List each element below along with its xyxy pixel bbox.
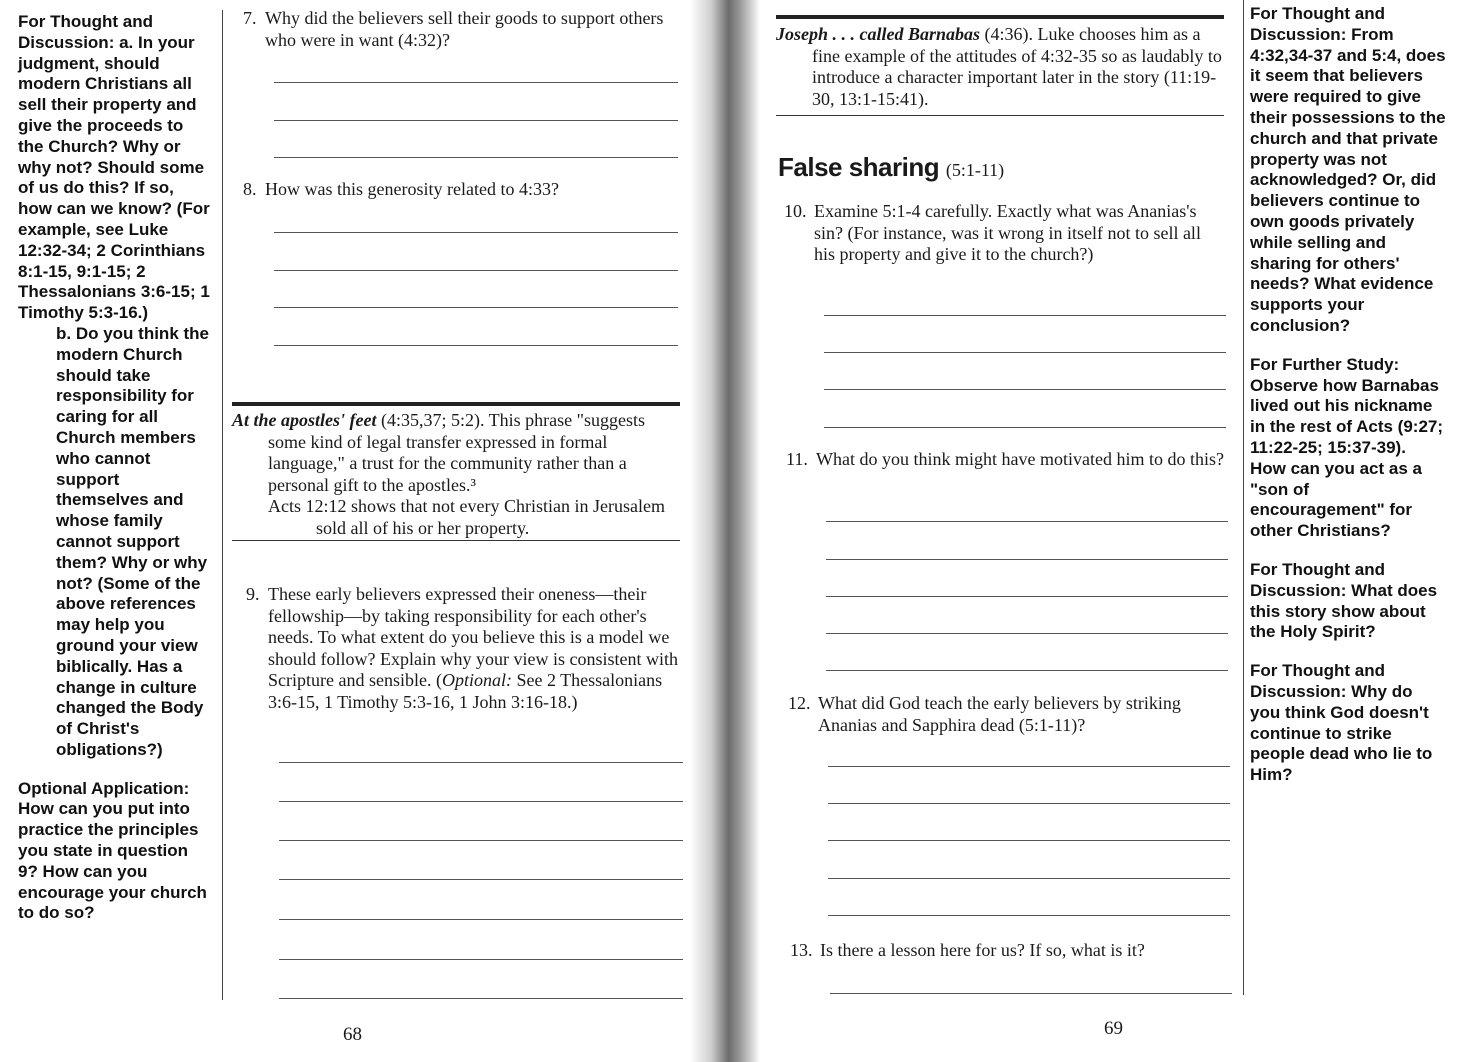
- question-8: [243, 179, 683, 201]
- answer-line: [279, 762, 683, 763]
- note-term: At the apostles' feet: [232, 410, 377, 430]
- answer-line: [826, 521, 1228, 522]
- answer-line: [274, 307, 678, 308]
- question-text: Examine 5:1-4 carefully. Exactly what was Ananias's sin? (For instance, was it wrong in itself not to sell all his property and give it to the church?): [814, 201, 1201, 264]
- answer-line: [274, 82, 678, 83]
- right-sidebar-block-3: [1250, 560, 1446, 643]
- answer-line: [279, 801, 683, 802]
- answer-line: [274, 345, 678, 346]
- left-sidebar: [18, 12, 210, 942]
- question-9: [246, 584, 682, 713]
- sidebar-text: What does this story show about the Holy Spirit?: [1250, 580, 1438, 642]
- answer-line: [824, 389, 1226, 390]
- note-ref: (4:36).: [984, 24, 1034, 44]
- question-number: 8.: [243, 179, 257, 199]
- question-text: What did God teach the early believers by striking Ananias and Sapphira dead (5:1-11)?: [818, 693, 1181, 735]
- note-ref: (4:35,37; 5:2).: [380, 410, 485, 430]
- sidebar-text: How can you put into practice the principles you state in question 9? How can you encourage your church to do so?: [18, 799, 207, 923]
- question-text: Is there a lesson here for us? If so, what is it?: [820, 940, 1145, 960]
- left-sidebar-block-1: [18, 12, 210, 761]
- answer-line: [828, 915, 1230, 916]
- right-sidebar: [1250, 4, 1446, 804]
- book-gutter-shadow: [690, 0, 760, 1062]
- answer-line: [826, 559, 1228, 560]
- note-text-2: Acts 12:12 shows that not every Christian in Jerusalem sold all of his or her property.: [268, 496, 665, 538]
- sidebar-heading: For Further Study:: [1250, 354, 1400, 374]
- answer-line: [279, 998, 683, 999]
- answer-line: [824, 427, 1226, 428]
- answer-line: [274, 232, 678, 233]
- right-sidebar-divider: [1243, 0, 1244, 995]
- answer-line: [274, 157, 678, 158]
- question-text: These early believers expressed their oneness—their fellowship—by taking responsibility for each other's needs. To what extent do you believe this is a model we should follow? Explain why your view is consistent with Scripture and sensible. (: [268, 584, 678, 690]
- answer-line: [828, 803, 1230, 804]
- right-sidebar-block-2: [1250, 355, 1446, 542]
- answer-line: [828, 840, 1230, 841]
- question-7: [243, 8, 683, 51]
- sidebar-text: Observe how Barnabas lived out his nickname in the rest of Acts (9:27; 11:22-25; 15:37-39). How can you act as a "son of encouragement" for other Christians?: [1250, 375, 1444, 541]
- left-sidebar-block-2: [18, 779, 210, 925]
- question-text: Why did the believers sell their goods to support others who were in want (4:32)?: [265, 8, 664, 50]
- question-number: 7.: [243, 8, 257, 28]
- question-number: 11.: [786, 449, 808, 469]
- answer-line: [826, 633, 1228, 634]
- optional-label: Optional:: [441, 670, 512, 690]
- right-sidebar-block-4: [1250, 661, 1446, 786]
- question-number: 10.: [784, 201, 807, 221]
- answer-line: [279, 919, 683, 920]
- page-number-left: 68: [343, 1024, 362, 1045]
- page-number-right: 69: [1104, 1018, 1123, 1039]
- section-title: [778, 152, 1004, 183]
- answer-line: [826, 670, 1228, 671]
- left-sidebar-divider: [222, 10, 223, 1000]
- sidebar-text: Why do you think God doesn't continue to strike people dead who lie to Him?: [1250, 681, 1433, 785]
- answer-line: [826, 596, 1228, 597]
- note-barnabas: [776, 24, 1226, 110]
- answer-line: [828, 878, 1230, 879]
- answer-line: [824, 315, 1226, 316]
- right-sidebar-block-1: [1250, 4, 1446, 337]
- question-11: [786, 449, 1226, 471]
- answer-line: [279, 879, 683, 880]
- note-apostles-feet: [232, 410, 680, 539]
- note-text: This phrase "suggests some kind of legal transfer expressed in formal language," a trust for the community rather than a personal gift to the apostles.³: [268, 410, 646, 495]
- question-number: 13.: [790, 940, 813, 960]
- question-10: [784, 201, 1224, 266]
- answer-line: [274, 120, 678, 121]
- answer-line: [279, 959, 683, 960]
- question-text: How was this generosity related to 4:33?: [265, 179, 559, 199]
- section-title-text: False sharing: [778, 152, 940, 182]
- note-top-rule: [232, 402, 680, 406]
- question-text: What do you think might have motivated him to do this?: [816, 449, 1224, 469]
- question-text-end: See 2 Thessalonians 3:6-15, 1 Timothy 5:3-16, 1 John 3:16-18.): [268, 670, 663, 712]
- question-13: [790, 940, 1230, 962]
- answer-line: [830, 993, 1232, 994]
- question-number: 9.: [246, 584, 260, 604]
- sidebar-heading: Optional Application:: [18, 778, 190, 798]
- sidebar-text: From 4:32,34-37 and 5:4, does it seem that believers were required to give their possessions to the church and that private property was not acknowledged? Or, did believers continue to own goods privately while selling and sharing for others' needs? What evidence supports your conclusion?: [1250, 24, 1446, 335]
- note-term: Joseph . . . called Barnabas: [776, 24, 981, 44]
- sidebar-heading: For Thought and Discussion:: [18, 12, 154, 52]
- answer-line: [274, 270, 678, 271]
- answer-line: [828, 766, 1230, 767]
- question-number: 12.: [788, 693, 811, 713]
- sidebar-text-b: b. Do you think the modern Church should take responsibility for caring for all Church members who cannot support themselves and whose family cannot support them? Why or why not? (Some of the above references may help you ground your view biblically. Has a change in culture changed the Body of Christ's obligations?): [56, 323, 209, 759]
- answer-line: [824, 352, 1226, 353]
- note-top-rule: [776, 15, 1224, 19]
- sidebar-heading: For Thought and Discussion:: [1250, 559, 1386, 600]
- note-bottom-rule: [232, 540, 680, 541]
- note-text: Luke chooses him as a fine example of the attitudes of 4:32-35 so as laudably to introduce a character important later in the story (11:19-30, 13:1-15:41).: [812, 24, 1222, 109]
- note-bottom-rule: [776, 115, 1224, 116]
- sidebar-heading: For Thought and Discussion:: [1250, 661, 1386, 701]
- question-12: [788, 693, 1228, 736]
- answer-line: [279, 840, 683, 841]
- section-ref: (5:1-11): [945, 160, 1005, 180]
- sidebar-text: a. In your judgment, should modern Christians all sell their property and give the proceeds to the Church? Why or why not? Should some of us do this? If so, how can we know? (For example, see Luke 12:32-34; 2 Corinthians 8:1-15, 9:1-15; 2 Thessalonians 3:6-15; 1 Timothy 5:3-16.): [18, 32, 210, 323]
- sidebar-heading: For Thought and Discussion:: [1250, 4, 1386, 44]
